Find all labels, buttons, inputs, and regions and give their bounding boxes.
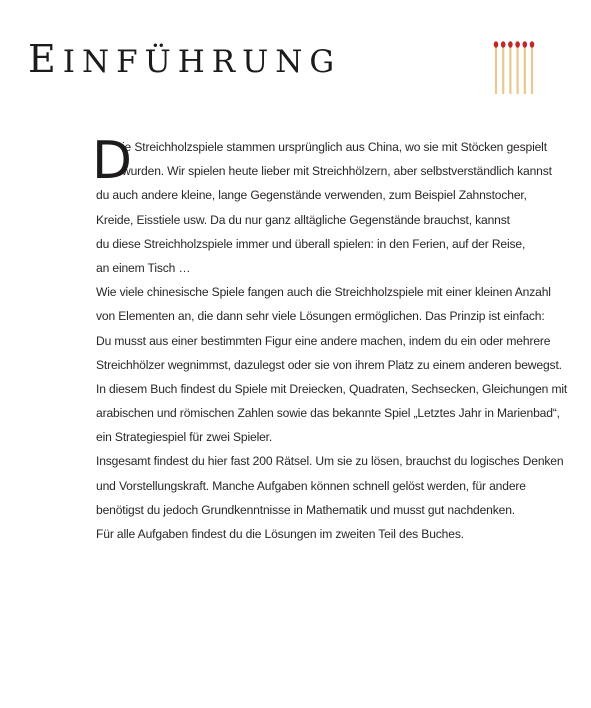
matchstick-head (515, 41, 520, 47)
text-line-1: ie Streichholzspiele stammen ursprünglich aus China, wo sie mit Stöcken gespielt (122, 140, 547, 154)
text-line-12: arabischen und römischen Zahlen sowie das bekannte Spiel „Letztes Jahr in Marienbad“, (96, 406, 560, 421)
matchstick-head (501, 41, 506, 47)
matchstick-stick (524, 44, 526, 94)
text-line-6: an einem Tisch … (96, 260, 191, 275)
matchstick-head (523, 41, 528, 47)
title-rest: INFÜHRUNG (62, 44, 342, 80)
matchstick-head (530, 41, 535, 47)
matchstick-head (494, 41, 499, 47)
text-line-17: Für alle Aufgaben findest du die Lösungen im zweiten Teil des Buches. (96, 527, 464, 541)
text-line-11: In diesem Buch findest du Spiele mit Dreiecken, Quadraten, Sechsecken, Gleichungen mit (96, 381, 568, 396)
text-line-8: von Elementen an, die dann sehr viele Lösungen ermöglichen. Das Prinzip ist einfach: (96, 309, 545, 324)
title-initial: E (28, 37, 63, 81)
text-line-5: du diese Streichholzspiele immer und überall spielen: in den Ferien, auf der Reise, (96, 236, 526, 251)
matchsticks-icon (493, 40, 537, 96)
page-title (28, 37, 342, 81)
matchstick-stick (531, 44, 533, 94)
text-line-16: benötigst du jedoch Grundkenntnisse in Mathematik und musst gut nachdenken. (96, 502, 516, 517)
text-line-2: wurden. Wir spielen heute lieber mit Streichhölzern, aber selbstverständlich kannst (122, 164, 552, 179)
matchstick-head (508, 41, 513, 47)
text-line-9: Du musst aus einer bestimmten Figur eine andere machen, indem du ein oder mehrere (96, 333, 551, 348)
text-line-4: Kreide, Eisstiele usw. Da du nur ganz alltägliche Gegenstände brauchst, kannst (96, 212, 510, 227)
text-line-10: Streichhölzer wegnimmst, dazulegst oder sie von ihrem Platz zu einem anderen bewegst. (96, 357, 562, 372)
text-line-3: du auch andere kleine, lange Gegenstände verwenden, zum Beispiel Zahnstocher, (96, 188, 527, 203)
text-line-7: Wie viele chinesische Spiele fangen auch die Streichholzspiele mit einer kleinen Anzahl (96, 285, 551, 300)
matchstick-stick (502, 44, 504, 94)
text-line-13: ein Strategiespiel für zwei Spieler. (96, 430, 273, 445)
matchstick-stick (509, 44, 511, 94)
matchstick-stick (495, 44, 497, 94)
text-line-15: und Vorstellungskraft. Manche Aufgaben können schnell gelöst werden, für andere (96, 478, 526, 493)
text-body (92, 131, 568, 546)
drop-cap: D (92, 131, 132, 191)
matchstick-stick (517, 44, 519, 94)
text-line-14: Insgesamt findest du hier fast 200 Rätsel. Um sie zu lösen, brauchst du logisches Denken (96, 454, 564, 469)
